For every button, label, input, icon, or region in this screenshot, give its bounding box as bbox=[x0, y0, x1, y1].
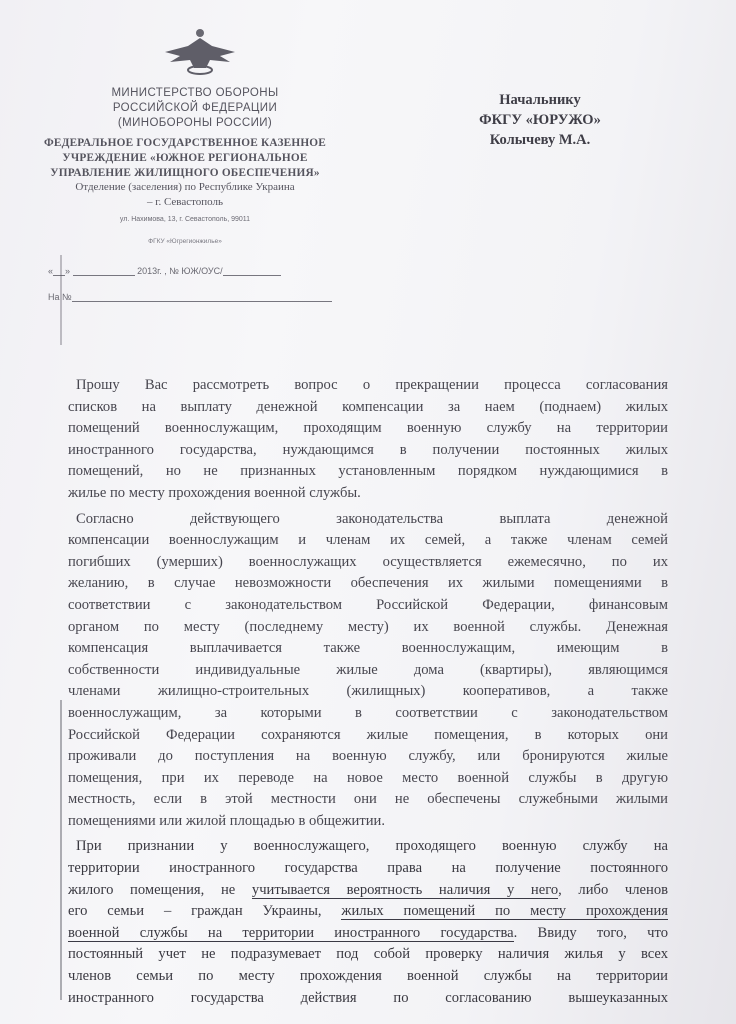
text-line: помещений, но не признанных установленным порядком нуждающимися в bbox=[68, 463, 668, 480]
text-line: постоянный учет не подразумевает под собой проверку наличия жилья у всех bbox=[68, 946, 668, 963]
date-quote-close: » bbox=[65, 266, 71, 276]
text-line bbox=[68, 923, 668, 945]
department-line: – г. Севастополь bbox=[146, 196, 224, 208]
underlined-text: учитывается вероятность наличия у него bbox=[251, 881, 559, 898]
text-line: военнослужащим, за которыми в соответствии с законодательством bbox=[68, 704, 668, 721]
text-segment: жилого помещения, не bbox=[68, 881, 252, 898]
text-segment: его семьи – граждан Украины, bbox=[68, 903, 342, 920]
text-line: членов семьи по месту прохождения военной службы на территории bbox=[68, 968, 668, 985]
text-segment: , либо членов bbox=[558, 881, 669, 898]
text-line: иностранного государства, нуждающимся в получении постоянных жилых bbox=[68, 441, 668, 458]
text-line: помещениями или жилой площадью в общежитии. bbox=[68, 812, 386, 829]
ministry-line: МИНИСТЕРСТВО ОБОРОНЫ bbox=[111, 87, 279, 99]
paragraph bbox=[68, 836, 668, 1009]
agency-name bbox=[20, 136, 350, 181]
ministry-line: (МИНОБОРОНЫ РОССИИ) bbox=[117, 117, 273, 129]
double-headed-eagle-emblem-icon bbox=[160, 26, 240, 76]
date-reference-line bbox=[48, 266, 281, 276]
agency-line: УПРАВЛЕНИЕ ЖИЛИЩНОГО ОБЕСПЕЧЕНИЯ» bbox=[50, 167, 320, 179]
text-line: органом по месту (последнему месту) их военной службы. Денежная bbox=[68, 618, 668, 635]
addressee-block bbox=[440, 90, 640, 150]
text-line: Российской Федерации сохраняются жилые помещения, в которых они bbox=[68, 726, 668, 743]
department-name bbox=[20, 180, 350, 210]
reply-reference-blank bbox=[72, 293, 332, 302]
text-line: Согласно действующего законодательства выплата денежной bbox=[76, 510, 668, 527]
addressee-name: Колычеву М.А. bbox=[489, 132, 591, 148]
text-segment: . Ввиду того, что bbox=[513, 924, 668, 941]
text-line: списков на выплату денежной компенсации за наем (поднаем) жилых bbox=[68, 398, 668, 415]
text-line: жилье по месту прохождения военной службы. bbox=[68, 484, 361, 501]
text-line: территории иностранного государства права на получение постоянного bbox=[68, 860, 668, 877]
text-line: желанию, в случае невозможности обеспечения их жилыми помещениями в bbox=[68, 575, 668, 592]
month-blank bbox=[73, 267, 135, 276]
agency-line: УЧРЕЖДЕНИЕ «ЮЖНОЕ РЕГИОНАЛЬНОЕ bbox=[62, 152, 308, 164]
text-line: помещений военнослужащим, проходящим военную службу на территории bbox=[68, 420, 668, 437]
reply-reference-line bbox=[48, 292, 332, 302]
reply-reference-label: На № bbox=[48, 292, 72, 302]
department-line: Отделение (заселения) по Республике Украина bbox=[75, 181, 295, 193]
text-line: компенсации военнослужащим и членам их семей, а также членам семей bbox=[68, 532, 668, 549]
text-line bbox=[68, 880, 668, 902]
agency-address: ул. Нахимова, 13, г. Севастополь, 99011 bbox=[119, 216, 251, 223]
text-line: помещения, при их переводе на новое место военной службы в другую bbox=[68, 769, 668, 786]
text-line bbox=[68, 901, 668, 923]
addressee-title: Начальнику bbox=[499, 92, 581, 108]
text-line: иностранного государства действия по согласованию вышеуказанных bbox=[68, 989, 668, 1006]
addressee-organization: ФКГУ «ЮРУЖО» bbox=[479, 112, 601, 128]
text-line: компенсация выплачивается также военнослужащим, имеющим в bbox=[68, 640, 668, 657]
letter-body bbox=[68, 375, 668, 1009]
staple-mark bbox=[60, 255, 62, 345]
ministry-name bbox=[90, 86, 300, 131]
text-line: местность, если в этой местности они не обеспечены служебными жилыми bbox=[68, 791, 668, 808]
text-line: проживали до поступления на военную службу, или бронируются жилые bbox=[68, 748, 668, 765]
text-line: соответствии с законодательством Российской Федерации, финансовым bbox=[68, 596, 668, 613]
ministry-line: РОССИЙСКОЙ ФЕДЕРАЦИИ bbox=[112, 102, 278, 114]
text-line: членами жилищно-строительных (жилищных) кооперативов, а также bbox=[68, 683, 668, 700]
paragraph bbox=[68, 375, 668, 505]
date-quote-open: « bbox=[48, 266, 54, 276]
paragraph bbox=[68, 509, 668, 833]
agency-short-name: ФГКУ «Югрегионжилье» bbox=[148, 238, 222, 245]
underlined-text: жилых помещений по месту прохождения bbox=[341, 903, 669, 920]
outgoing-number-blank bbox=[223, 267, 281, 276]
text-line: При признании у военнослужащего, проходящего военную службу на bbox=[76, 838, 668, 855]
text-line: Прошу Вас рассмотреть вопрос о прекращении процесса согласования bbox=[76, 377, 668, 393]
underlined-text: военной службы на территории иностранного государства bbox=[68, 924, 514, 941]
text-line: погибших (умерших) военнослужащих осуществляется ежемесячно, по их bbox=[68, 553, 668, 570]
text-line: собственности индивидуальные жилые дома (квартиры), являющимся bbox=[68, 661, 668, 678]
outgoing-number-label: 2013г. , № ЮЖ/ОУС/ bbox=[137, 266, 223, 276]
agency-line: ФЕДЕРАЛЬНОЕ ГОСУДАРСТВЕННОЕ КАЗЕННОЕ bbox=[43, 137, 327, 149]
staple-mark bbox=[60, 700, 62, 1000]
